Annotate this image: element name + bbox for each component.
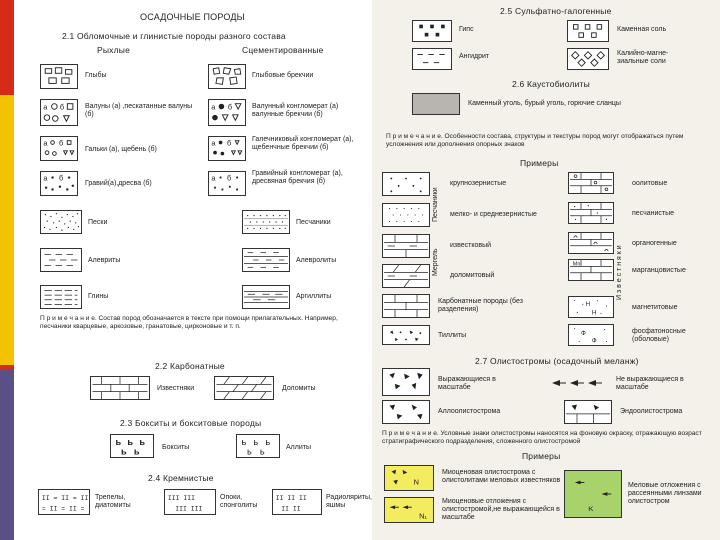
- pattern-magnetite: [568, 296, 614, 318]
- svg-text:ь: ь: [259, 446, 265, 457]
- svg-text:ь: ь: [139, 437, 145, 448]
- label-gypsum: Гипс: [459, 26, 474, 33]
- label-blocks: Глыбы: [85, 72, 107, 79]
- note-olistostrome: П р и м е ч а н и е. Условные знаки олистостромы наносятся на фоновую окраску, отражающую возраст стратиграфического подразделения, сложенного олистостромой: [382, 430, 702, 445]
- label-calcareous: известковый: [450, 242, 492, 249]
- label-allites: Аллиты: [286, 444, 311, 451]
- left-page: [20, 0, 370, 540]
- label-organogenic: органогенные: [632, 240, 677, 247]
- pattern-fine-sandstone: [382, 203, 430, 227]
- strip-purple: [0, 370, 14, 540]
- label-boulders: Валуны (а) ,пескатанные валуны (б): [85, 103, 193, 118]
- section-2-3-title: 2.3 Бокситы и бокситовые породы: [120, 418, 262, 428]
- pattern-manganese: [568, 259, 614, 281]
- label-argillites: Аргиллиты: [296, 293, 332, 300]
- pattern-tillites: [382, 325, 430, 345]
- pattern-coarse-sandstone: [382, 172, 430, 196]
- pattern-sandy-limestone: [568, 202, 614, 224]
- svg-text:Н: Н: [585, 301, 591, 309]
- side-label-marl: Мергель: [432, 248, 439, 276]
- legend-cretaceous-deposits: [564, 470, 622, 518]
- legend-mark-n1: N₁: [419, 511, 427, 521]
- label-cretaceous-deposits: Меловые отложения с рассеянными линзами олистостром: [628, 482, 702, 505]
- label-siltstones: Алевролиты: [296, 257, 337, 264]
- pattern-rock-salt: [567, 20, 609, 42]
- label-oolitic: оолитовые: [632, 180, 668, 187]
- label-miocene-deposits: Миоценовые отложения с олистостромой,не выражающейся в масштабе: [442, 498, 560, 521]
- side-label-sandstones: Песчаники: [432, 187, 439, 222]
- pattern-pebbles: [40, 136, 78, 161]
- svg-text:ь: ь: [253, 437, 259, 448]
- pattern-boulder-conglomerate: [208, 99, 246, 126]
- label-block-breccia: Глыбовые брекчии: [252, 72, 314, 79]
- label-tripoli: Трепелы, диатомиты: [95, 494, 131, 509]
- label-radiolarites: Радиоляриты, яшмы: [326, 494, 372, 509]
- svg-text:ь: ь: [247, 446, 252, 457]
- svg-text:a: a: [211, 102, 216, 112]
- label-gravel-conglomerate: Гравийный конгломерат (а), дресвяная брекчия (б): [252, 170, 343, 185]
- pattern-oolitic: [568, 172, 614, 194]
- pattern-pebble-conglomerate: [208, 136, 246, 161]
- legend-miocene-olistostrome: [384, 465, 434, 491]
- label-potash-salts: Калийно-магне-зиальные соли: [617, 50, 669, 65]
- label-rock-salt: Каменная соль: [617, 26, 667, 33]
- label-coarse: крупнозернистые: [450, 180, 507, 187]
- svg-text:ь: ь: [127, 437, 134, 448]
- svg-text:Н: Н: [591, 309, 597, 317]
- svg-text:б: б: [227, 173, 232, 183]
- pattern-olistostrome-scaled: [382, 368, 430, 396]
- label-dolomitic: доломитовый: [450, 272, 495, 279]
- pattern-opoka: [164, 489, 216, 515]
- section-2-7-title: 2.7 Олистостромы (осадочный меланж): [475, 356, 639, 366]
- label-anhydrite: Ангидрит: [459, 53, 490, 60]
- svg-text:б: б: [59, 173, 64, 183]
- pattern-calcareous-marl: [382, 234, 430, 258]
- section-2-2-title: 2.2 Карбонатные: [155, 361, 225, 371]
- svg-text:ь: ь: [265, 437, 271, 448]
- label-sandy: песчанистые: [632, 210, 675, 217]
- label-limestones: Известняки: [157, 385, 195, 392]
- pattern-clays: [40, 285, 82, 309]
- pattern-allo-olistostrome: [382, 400, 430, 424]
- pattern-limestones: [90, 376, 150, 400]
- svg-text:Ф: Ф: [591, 337, 597, 345]
- pattern-dolomitic-marl: [382, 264, 430, 288]
- pattern-organogenic: [568, 232, 614, 254]
- svg-text:II II II: II II II: [275, 495, 307, 503]
- pattern-blocks: [40, 64, 78, 89]
- label-sandstones: Песчаники: [296, 219, 331, 226]
- label-coal: Каменный уголь, бурый уголь, горючие сланцы: [468, 100, 621, 107]
- svg-text:II II: II II: [281, 505, 301, 513]
- section-2-5-title: 2.5 Сульфатно-галогенные: [500, 6, 612, 16]
- svg-text:II = II = II: II = II = II: [41, 495, 89, 503]
- pattern-phosphate: [568, 324, 614, 346]
- legend-mark-k: K: [588, 504, 594, 514]
- svg-text:a: a: [43, 173, 48, 183]
- label-clays: Глины: [88, 293, 109, 300]
- svg-text:III III: III III: [175, 505, 203, 513]
- pattern-sandstones: [242, 210, 290, 234]
- svg-text:б: б: [227, 138, 232, 148]
- legend-miocene-deposits: [384, 497, 434, 523]
- pattern-boulders: [40, 99, 78, 126]
- right-page: [372, 0, 720, 540]
- svg-text:Ф: Ф: [581, 330, 586, 337]
- section-2-1-title: 2.1 Обломочные и глинистые породы разного состава: [62, 31, 286, 41]
- svg-text:= II = II =: = II = II =: [41, 505, 85, 513]
- label-opoka: Опоки, спонголиты: [220, 494, 258, 509]
- pattern-block-breccia: [208, 64, 246, 89]
- svg-text:III III: III III: [167, 495, 195, 503]
- pattern-silts: [40, 248, 82, 272]
- svg-text:a: a: [211, 173, 216, 183]
- label-pebble-conglomerate: Галечниковый конгломерат (а), щебенчные брекчии (б): [252, 136, 354, 151]
- page-title: ОСАДОЧНЫЕ ПОРОДЫ: [140, 12, 245, 22]
- note-features: П р и м е ч а н и е. Особенности состава, структуры и текстуры пород могут отображаться путем усложнения или дополнения опорных знаков: [386, 133, 684, 148]
- svg-text:б: б: [227, 102, 233, 112]
- pattern-olistostrome-unscaled: [548, 373, 608, 393]
- section-2-4-title: 2.4 Кремнистые: [148, 473, 214, 483]
- pattern-radiolarites: [272, 489, 322, 515]
- col-loose-heading: Рыхлые: [97, 45, 131, 55]
- pattern-dolomites: [214, 376, 274, 400]
- pattern-gravel-conglomerate: [208, 171, 246, 196]
- side-label-limestones: И з в е с т н я к и: [616, 245, 623, 300]
- pattern-potash-salts: [567, 48, 609, 70]
- svg-text:a: a: [211, 138, 216, 148]
- svg-text:a: a: [43, 102, 48, 112]
- label-phosphate: фосфатоносные (оболовые): [632, 328, 686, 343]
- pattern-allites: [236, 434, 280, 458]
- label-silts: Алевриты: [88, 257, 121, 264]
- pattern-anhydrite: [412, 48, 452, 70]
- svg-text:Мп: Мп: [572, 261, 581, 268]
- note-composition: П р и м е ч а н и е. Состав пород обозначается в тексте при помощи прилагательных. Например, песчаники кварцевые, аркозовые, гранатовые, цирконовые и т. п.: [40, 315, 338, 330]
- strip-yellow: [0, 95, 14, 365]
- label-dolomites: Доломиты: [282, 385, 316, 392]
- label-boulder-conglomerate: Валунный конгломерат (а) валунные брекчии (б): [252, 103, 339, 118]
- pattern-tripoli: [38, 489, 90, 515]
- label-tillites: Тиллиты: [438, 332, 467, 339]
- label-pebbles: Гальки (а), щебень (б): [85, 146, 157, 153]
- svg-text:б: б: [59, 102, 65, 112]
- pattern-endo-olistostrome: [564, 400, 612, 424]
- svg-text:ь: ь: [121, 446, 127, 457]
- pattern-siltstones: [242, 248, 290, 272]
- pattern-sands: [40, 210, 82, 234]
- svg-text:a: a: [43, 138, 48, 148]
- pattern-bauxites: [110, 434, 154, 458]
- pattern-gravel: [40, 171, 78, 196]
- legend-mark-n: N: [413, 477, 419, 487]
- svg-text:ь: ь: [133, 446, 140, 457]
- label-sands: Пески: [88, 219, 108, 226]
- pattern-argillites: [242, 285, 290, 309]
- svg-text:ь: ь: [241, 437, 247, 448]
- pattern-carbonate-rocks: [382, 294, 430, 318]
- examples2-heading: Примеры: [522, 451, 561, 461]
- pattern-gypsum: [412, 20, 452, 42]
- label-carbonate: Карбонатные породы (без разделения): [438, 298, 523, 313]
- svg-text:ь: ь: [115, 437, 122, 448]
- section-2-6-title: 2.6 Каустобиолиты: [512, 79, 590, 89]
- label-olistostrome-unscaled: Не выражающиеся в масштабе: [616, 376, 684, 391]
- strip-red-top: [0, 0, 14, 95]
- svg-text:б: б: [59, 138, 64, 148]
- label-fine: мелко- и среднезернистые: [450, 211, 537, 218]
- label-bauxites: Бокситы: [162, 444, 190, 451]
- swatch-coal: [412, 93, 460, 115]
- label-olistostrome-scaled: Выражающиеся в масштабе: [438, 376, 496, 391]
- label-gravel: Гравий(а),дресва (б): [85, 180, 152, 187]
- label-miocene-olistostrome: Миоценовая олистострома с олистолитами меловых известняков: [442, 469, 561, 484]
- label-allo-olistostrome: Аллоолистострома: [438, 408, 501, 415]
- label-magnetite: магнетитовые: [632, 304, 678, 311]
- col-cemented-heading: Сцементированные: [242, 45, 324, 55]
- label-manganese: марганцовистые: [632, 267, 686, 274]
- label-endo-olistostrome: Эндоолистострома: [620, 408, 683, 415]
- examples-heading: Примеры: [520, 158, 559, 168]
